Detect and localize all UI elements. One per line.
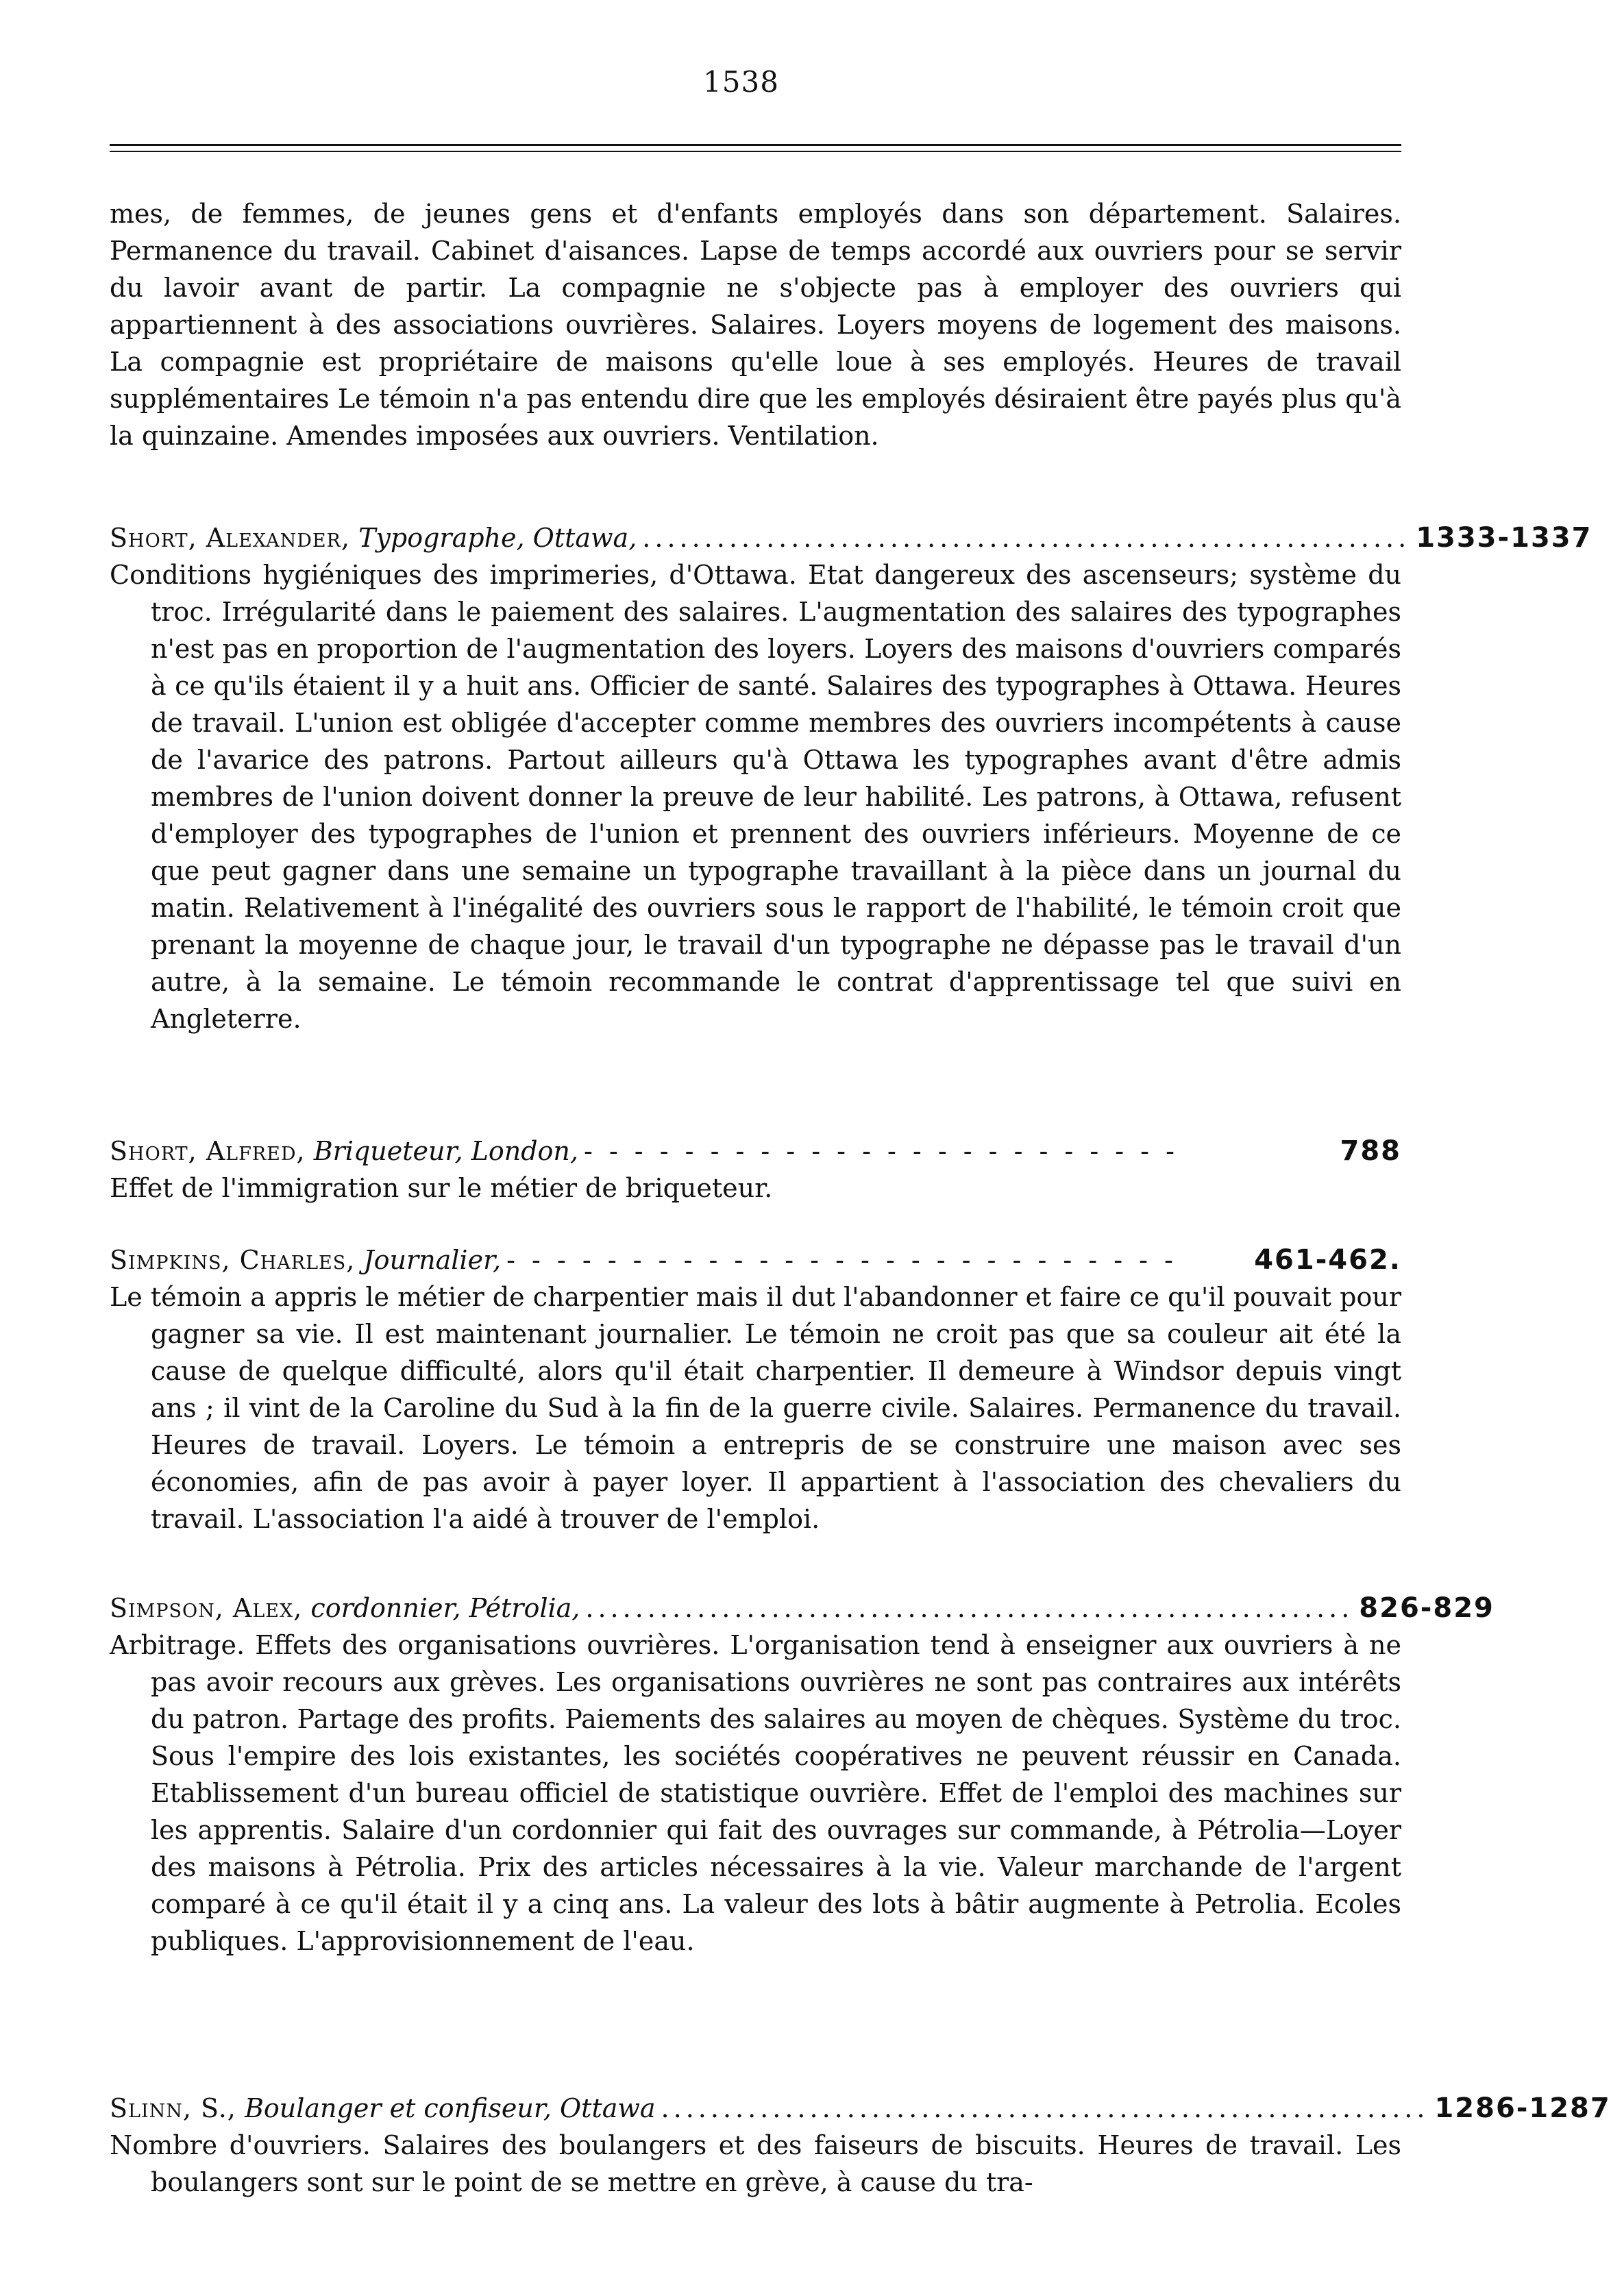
entry-pages: 788: [1340, 1135, 1401, 1167]
entry-text: Nombre d'ouvriers. Salaires des boulangers et des faiseurs de biscuits. Heures de travail. Les boulangers sont sur le point de se mettre en grève, à cause du tra-: [110, 2130, 1401, 2197]
dash-leader: - - - - - - - - - - - - - - - - - - - - - - - - - - -: [506, 1245, 1177, 1275]
entry-text: Arbitrage. Effets des organisations ouvrières. L'organisation tend à enseigner aux ouvriers à ne pas avoir recours aux grèves. Les organisations ouvrières ne sont pas contraires aux intérêts du patron. Partage des profits. Paiements des salaires au moyen de chèques. Système du troc. Sous l'empire des lois existantes, les sociétés coopératives ne peuvent réussir en Canada. Etablissement d'un bureau officiel de statistique ouvrière. Effet de l'emploi des machines sur les apprentis. Salaire d'un cordonnier qui fait des ouvrages sur commande, à Pétrolia—Loyer des maisons à Pétrolia. Prix des articles nécessaires à la vie. Valeur marchande de l'argent comparé à ce qu'il était il y a cinq ans. La valeur des lots à bâtir augmente à Petrolia. Ecoles publiques. L'approvisionnement de l'eau.: [110, 1630, 1401, 1956]
entry-name: Simpson, Alex,: [110, 1593, 303, 1623]
entry-occupation: Journalier,: [363, 1245, 502, 1275]
entry-name: Short, Alfred,: [110, 1136, 306, 1166]
dot-leader: ..............................................................: [642, 523, 1411, 553]
header-rule: [110, 144, 1401, 146]
entry-name: Simpkins, Charles,: [110, 1245, 356, 1275]
entry-occupation: cordonnier, Pétrolia,: [310, 1593, 580, 1623]
page-number: 1538: [703, 65, 779, 99]
entry-text: Effet de l'immigration sur le métier de briqueteur.: [110, 1173, 773, 1203]
dash-leader: - - - - - - - - - - - - - - - - - - - - - - - -: [583, 1136, 1179, 1166]
entry-heading: [110, 1590, 1495, 1627]
entry-text: Conditions hygiéniques des imprimeries, d'Ottawa. Etat dangereux des ascenseurs; système du troc. Irrégularité dans le paiement des salaires. L'augmentation des salaires des typographes n'est pas en proportion de l'augmentation des loyers. Loyers des maisons d'ouvriers comparés à ce qu'ils étaient il y a huit ans. Officier de santé. Salaires des typographes à Ottawa. Heures de travail. L'union est obligée d'accepter comme membres des ouvriers incompétents à cause de l'avarice des patrons. Partout ailleurs qu'à Ottawa les typographes avant d'être admis membres de l'union doivent donner la preuve de leur habilité. Les patrons, à Ottawa, refusent d'employer des typographes de l'union et prennent des ouvriers inférieurs. Moyenne de ce que peut gagner dans une semaine un typographe travaillant à la pièce dans un journal du matin. Relativement à l'inégalité des ouvriers sous le rapport de l'habilité, le témoin croit que prenant la moyenne de chaque jour, le travail d'un typographe ne dépasse pas le travail d'un autre, à la semaine. Le témoin recommande le contrat d'apprentissage tel que suivi en Angleterre.: [110, 560, 1401, 1034]
dot-leader: ..............................................................: [585, 1593, 1354, 1623]
continued-entry-text: mes, de femmes, de jeunes gens et d'enfants employés dans son département. Salaires. Permanence du travail. Cabinet d'aisances. Lapse de temps accordé aux ouvriers pour se servir du lavoir avant de partir. La compagnie ne s'objecte pas à employer des ouvriers qui appartiennent à des associations ouvrières. Salaires. Loyers moyens de logement des maisons. La compagnie est propriétaire de maisons qu'elle loue à ses employés. Heures de travail supplémentaires Le témoin n'a pas entendu dire que les employés désiraient être payés plus qu'à la quinzaine. Amendes imposées aux ouvriers. Ventilation.: [110, 199, 1401, 451]
entry-name: Slinn, S.,: [110, 2093, 236, 2123]
entry-occupation: Boulanger et confiseur, Ottawa: [244, 2093, 656, 2123]
entry-occupation: Typographe, Ottawa,: [358, 523, 637, 553]
continued-entry: [110, 195, 1401, 454]
entry-heading: [110, 1242, 1401, 1279]
entry-heading: [110, 2090, 1611, 2127]
index-entry-simpkins-charles: [110, 1242, 1401, 1538]
entry-name: Short, Alexander,: [110, 523, 350, 553]
entry-text: Le témoin a appris le métier de charpentier mais il dut l'abandonner et faire ce qu'il pouvait pour gagner sa vie. Il est maintenant journalier. Le témoin ne croit pas que sa couleur ait été la cause de quelque difficulté, alors qu'il était charpentier. Il demeure à Windsor depuis vingt ans ; il vint de la Caroline du Sud à la fin de la guerre civile. Salaires. Permanence du travail. Heures de travail. Loyers. Le témoin a entrepris de se construire une maison avec ses économies, afin de pas avoir à payer loyer. Il appartient à l'association des chevaliers du travail. L'association l'a aidé à trouver de l'emploi.: [110, 1282, 1401, 1534]
index-entry-slinn-s: [110, 2090, 1611, 2201]
index-entry-simpson-alex: [110, 1590, 1495, 1960]
entry-heading: [110, 1133, 1401, 1170]
entry-occupation: Briqueteur, London,: [313, 1136, 578, 1166]
index-entry-short-alfred: [110, 1133, 1401, 1207]
dot-leader: ..............................................................: [661, 2093, 1429, 2123]
header-rule-thin: [110, 151, 1401, 152]
entry-pages: 461-462.: [1254, 1244, 1401, 1276]
index-entry-short-alexander: [110, 519, 1592, 1037]
entry-heading: [110, 519, 1592, 556]
entry-pages: 1286-1287: [1434, 2093, 1611, 2124]
entry-pages: 826-829: [1359, 1592, 1495, 1624]
entry-pages: 1333-1337: [1416, 522, 1592, 554]
